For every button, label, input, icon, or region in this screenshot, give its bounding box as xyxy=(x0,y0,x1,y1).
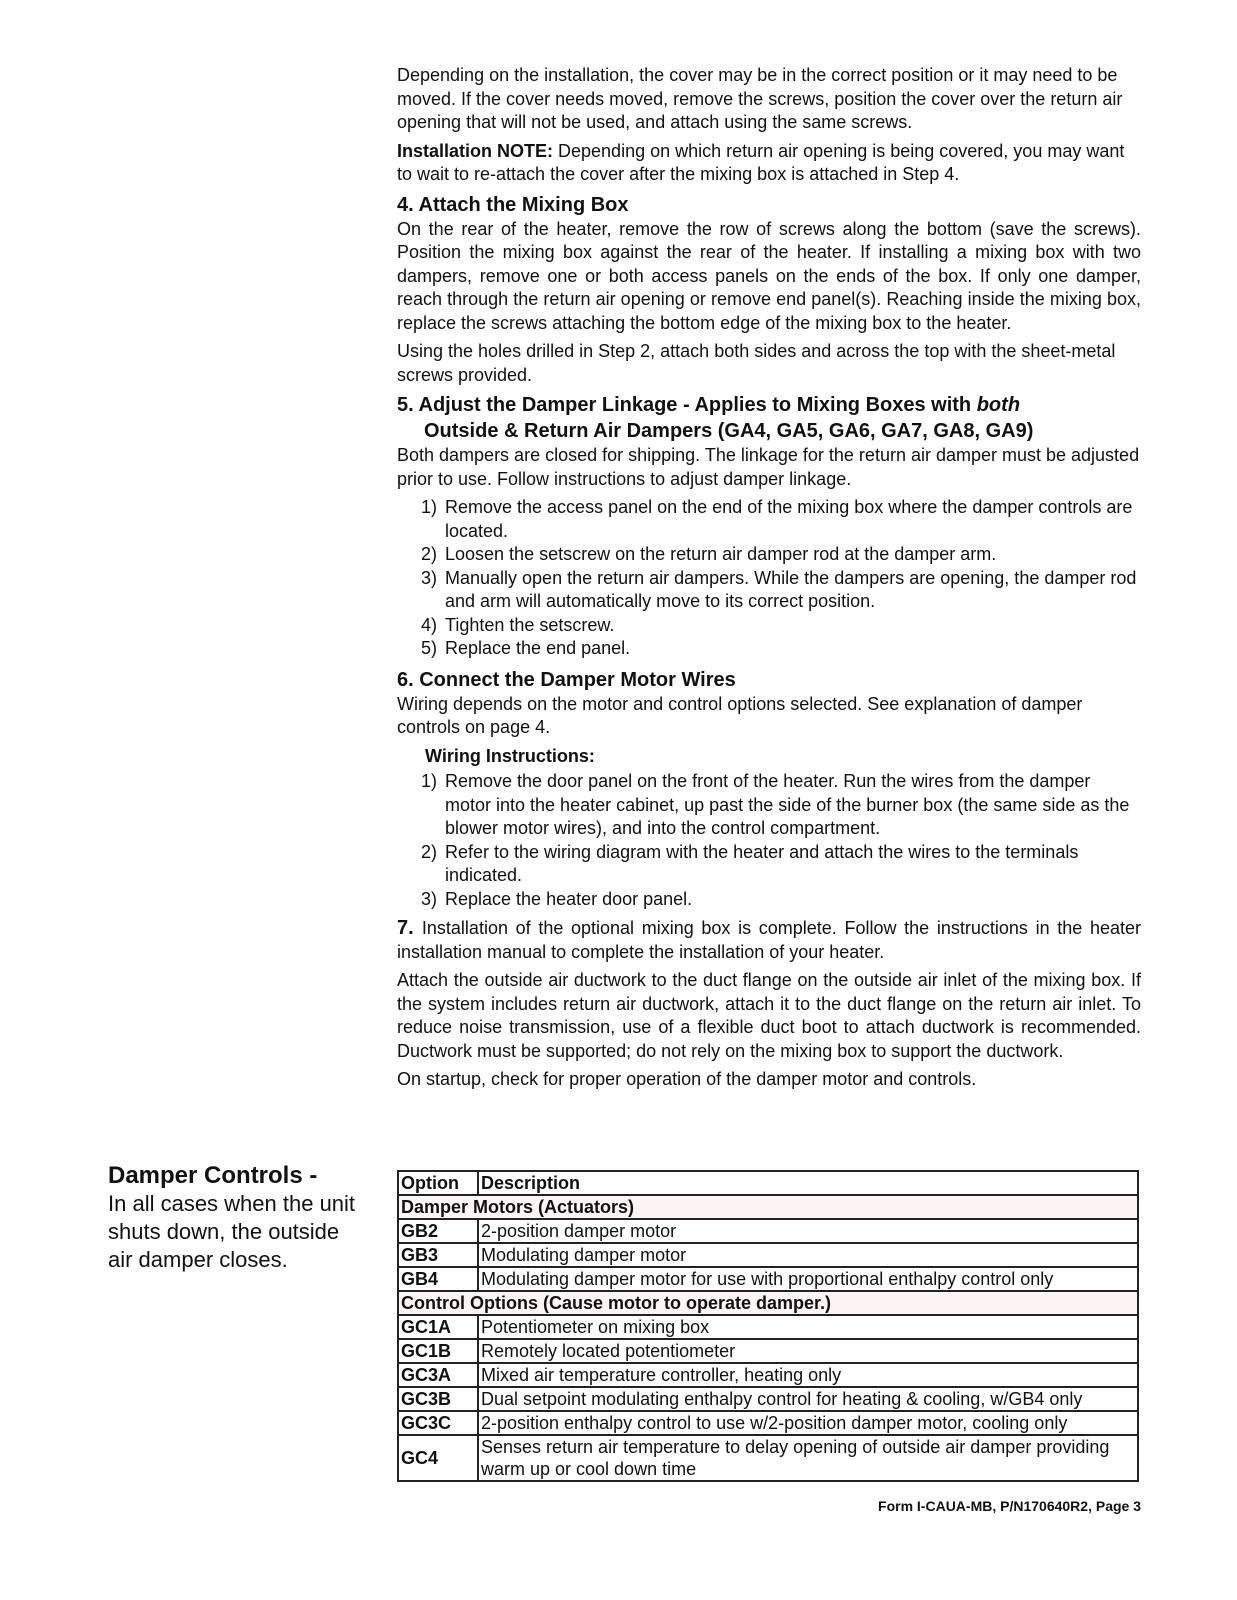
list-item xyxy=(397,637,1141,661)
step6-heading: 6. Connect the Damper Motor Wires xyxy=(397,668,736,691)
table-row xyxy=(398,1363,1138,1387)
table-row xyxy=(398,1411,1138,1435)
list-text: Replace the heater door panel. xyxy=(445,888,693,909)
step5-paragraph: Both dampers are closed for shipping. The linkage for the return air damper must be adjusted prior to use. Follow instructions to adjust damper linkage. xyxy=(397,445,1140,489)
note-text: Depending on which return air opening is being covered, you may want to wait to re-attach the cover after the mixing box is attached in Step 4. xyxy=(397,140,1125,184)
step6-paragraph: Wiring depends on the motor and control options selected. See explanation of damper controls on page 4. xyxy=(397,693,1083,737)
list-item xyxy=(397,614,1141,638)
step4-heading: 4. Attach the Mixing Box xyxy=(397,193,629,216)
option-code: GC1A xyxy=(398,1315,478,1339)
installation-note xyxy=(397,140,1141,187)
list-text: Tighten the setscrew. xyxy=(445,614,615,635)
step5-list xyxy=(397,496,1141,661)
list-number: 1) xyxy=(421,771,438,791)
table-row xyxy=(398,1243,1138,1267)
step7-paragraph-3: On startup, check for proper operation of the damper motor and controls. xyxy=(397,1069,977,1089)
list-number: 5) xyxy=(421,638,438,658)
list-number: 2) xyxy=(421,841,438,862)
step5-heading xyxy=(397,392,1141,418)
sidebar-title: Damper Controls - xyxy=(108,1162,318,1189)
header-option: Option xyxy=(398,1171,478,1195)
step7-paragraph-1 xyxy=(397,917,1141,964)
wiring-instructions-heading: Wiring Instructions: xyxy=(425,745,595,766)
list-text: Manually open the return air dampers. While the dampers are opening, the damper rod and arm will automatically move to its correct position. xyxy=(445,567,1137,611)
option-description: Senses return air temperature to delay opening of outside air damper providing warm up or cool down time xyxy=(478,1435,1138,1481)
list-text: Replace the end panel. xyxy=(445,638,631,658)
step7-number: 7. xyxy=(397,917,422,939)
list-number: 3) xyxy=(421,888,438,909)
list-text: Remove the access panel on the end of the mixing box where the damper controls are located. xyxy=(445,497,1133,541)
list-item xyxy=(397,841,1141,888)
step4-paragraph-2: Using the holes drilled in Step 2, attach both sides and across the top with the sheet-metal screws provided. xyxy=(397,341,1116,385)
option-description: Modulating damper motor for use with proportional enthalpy control only xyxy=(478,1267,1138,1291)
option-code: GC4 xyxy=(398,1435,478,1481)
option-description: 2-position enthalpy control to use w/2-position damper motor, cooling only xyxy=(478,1411,1138,1435)
options-table xyxy=(397,1170,1139,1482)
option-description: Mixed air temperature controller, heating only xyxy=(478,1363,1138,1387)
note-label: Installation NOTE: xyxy=(397,140,554,161)
list-item xyxy=(397,888,1141,912)
table-row xyxy=(398,1315,1138,1339)
table-section-row xyxy=(398,1291,1138,1315)
main-content xyxy=(397,64,1141,1097)
option-description: 2-position damper motor xyxy=(478,1219,1138,1243)
list-number: 4) xyxy=(421,614,438,635)
list-item xyxy=(397,496,1141,543)
step7-paragraph-2: Attach the outside air ductwork to the duct flange on the outside air inlet of the mixing box. If the system includes return air ductwork, attach it to the duct flange on the return air inlet. To reduce noise transmission, use of a flexible duct boot to attach ductwork is recommended. Ductwork must be supported; do not rely on the mixing box to support the ductwork. xyxy=(397,970,1141,1061)
table-header-row xyxy=(398,1171,1138,1195)
step5-heading-a: 5. Adjust the Damper Linkage - Applies to Mixing Boxes with xyxy=(397,394,977,416)
section-control-options: Control Options (Cause motor to operate damper.) xyxy=(398,1291,1138,1315)
step5-heading-emphasis: both xyxy=(976,394,1021,416)
list-text: Loosen the setscrew on the return air damper rod at the damper arm. xyxy=(445,544,997,564)
table-row xyxy=(398,1387,1138,1411)
table-row xyxy=(398,1339,1138,1363)
option-code: GC3C xyxy=(398,1411,478,1435)
list-number: 1) xyxy=(421,497,438,517)
list-text: Remove the door panel on the front of the heater. Run the wires from the damper motor into the heater cabinet, up past the side of the burner box (the same side as the blower motor wires), and into the control compartment. xyxy=(445,771,1130,838)
option-description: Potentiometer on mixing box xyxy=(478,1315,1138,1339)
option-code: GB2 xyxy=(398,1219,478,1243)
step4-paragraph-1: On the rear of the heater, remove the row of screws along the bottom (save the screws). Position the mixing box against the rear of the heater. If installing a mixing box with two dampers, remove one or both access panels on the ends of the box. If only one damper, reach through the return air opening or remove end panel(s). Reaching inside the mixing box, replace the screws attaching the bottom edge of the mixing box to the heater. xyxy=(397,218,1141,333)
list-item xyxy=(397,770,1141,841)
option-code: GC3A xyxy=(398,1363,478,1387)
section-damper-motors: Damper Motors (Actuators) xyxy=(398,1195,1138,1219)
option-code: GB3 xyxy=(398,1243,478,1267)
damper-controls-sidebar xyxy=(108,1162,358,1274)
list-item xyxy=(397,543,1141,567)
page-footer: Form I-CAUA-MB, P/N170640R2, Page 3 xyxy=(878,1498,1141,1514)
option-description: Modulating damper motor xyxy=(478,1243,1138,1267)
option-code: GB4 xyxy=(398,1267,478,1291)
option-description: Dual setpoint modulating enthalpy control for heating & cooling, w/GB4 only xyxy=(478,1387,1138,1411)
intro-paragraph: Depending on the installation, the cover may be in the correct position or it may need to be moved. If the cover needs moved, remove the screws, position the cover over the return air opening that will not be used, and attach using the same screws. xyxy=(397,65,1123,132)
list-item xyxy=(397,567,1141,614)
option-code: GC3B xyxy=(398,1387,478,1411)
table-row xyxy=(398,1267,1138,1291)
table-row xyxy=(398,1435,1138,1481)
list-number: 2) xyxy=(421,544,438,564)
step5-heading-continued: Outside & Return Air Dampers (GA4, GA5, GA6, GA7, GA8, GA9) xyxy=(424,420,1034,442)
list-text: Refer to the wiring diagram with the heater and attach the wires to the terminals indicated. xyxy=(445,841,1079,885)
table-row xyxy=(398,1219,1138,1243)
option-code: GC1B xyxy=(398,1339,478,1363)
table-section-row xyxy=(398,1195,1138,1219)
list-number: 3) xyxy=(421,567,438,588)
sidebar-text: In all cases when the unit shuts down, the outside air damper closes. xyxy=(108,1191,356,1272)
step7-text: Installation of the optional mixing box is complete. Follow the instructions in the heater installation manual to complete the installation of your heater. xyxy=(397,918,1141,962)
step6-list xyxy=(397,770,1141,911)
header-description: Description xyxy=(478,1171,1138,1195)
option-description: Remotely located potentiometer xyxy=(478,1339,1138,1363)
